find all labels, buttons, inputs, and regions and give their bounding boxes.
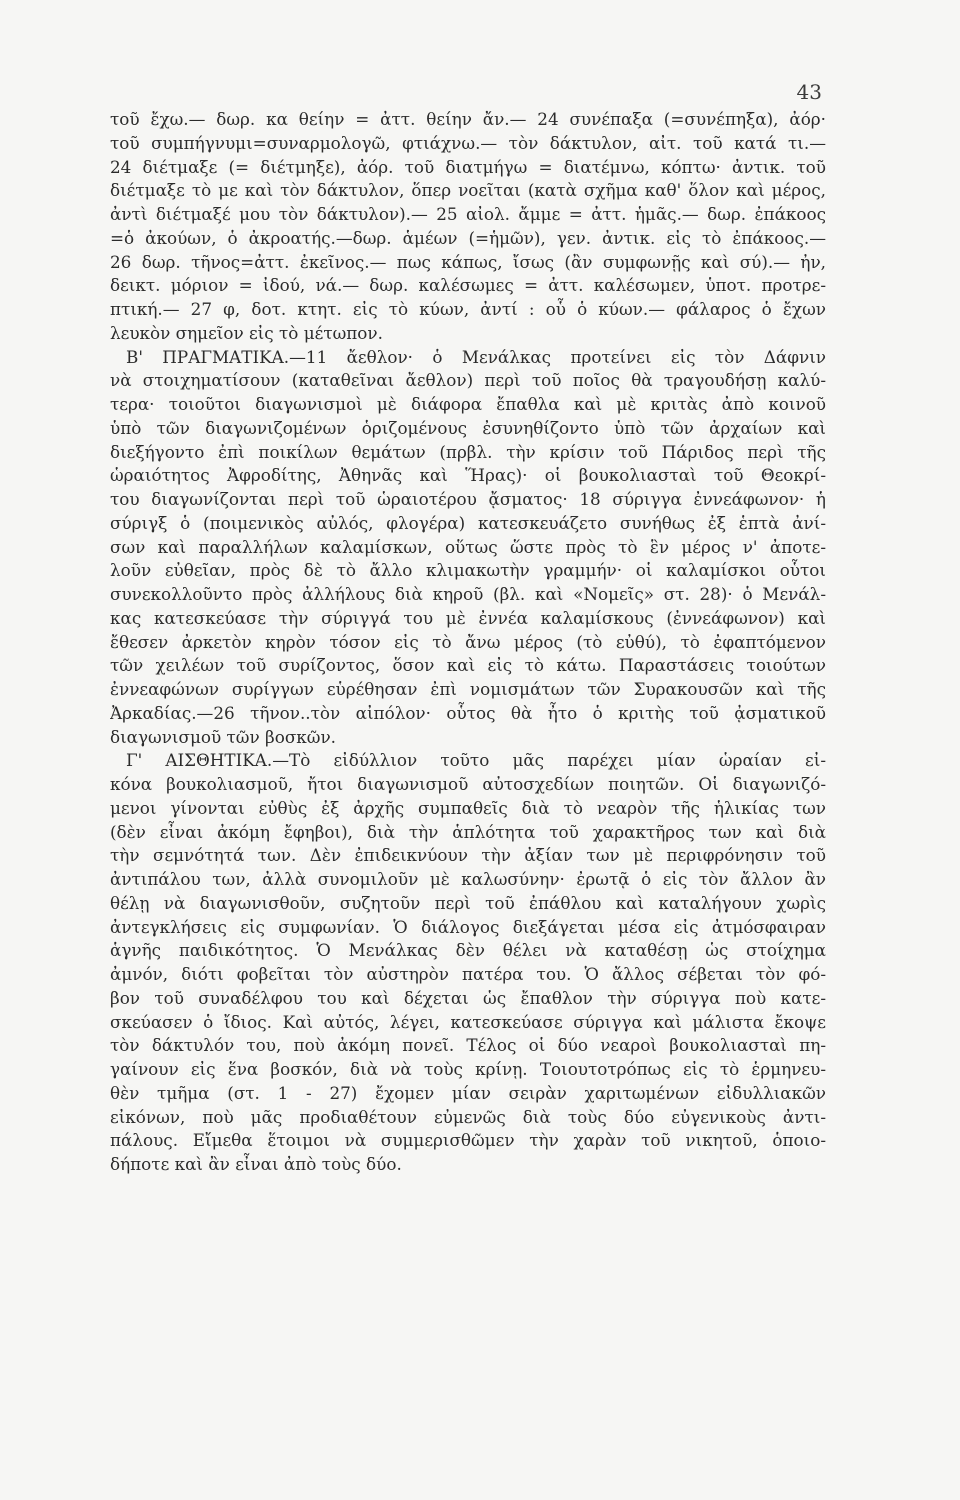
- text-line: γαίνουν εἰς ἕνα βοσκόν, διὰ νὰ τοὺς κρίνῃ. Τοιουτοτρόπως εἰς τὸ ἑρμηνευ-: [110, 1059, 826, 1079]
- text-line: 26 δωρ. τῆνος=ἀττ. ἐκεῖνος.— πως κάπως, ἴσως (ἂν συμφωνῇς καὶ σύ).— ἠν,: [110, 251, 826, 272]
- text-line: τοῦ ἔχω.— δωρ. κα θείην = ἀττ. θείην ἄν.— 24 συνέπαξα (=συνέπηξα), ἀόρ·: [110, 109, 826, 129]
- text-line: δεικτ. μόριον = ἰδού, νά.— δωρ. καλέσωμες = ἀττ. καλέσωμεν, ὑποτ. προτρε-: [110, 275, 826, 296]
- text-line: διεξήγοντο ἐπὶ ποικίλων θεμάτων (πρβλ. τὴν κρίσιν τοῦ Πάριδος περὶ τῆς: [110, 441, 826, 462]
- text-line: Ἀρκαδίας.—26 τῆνον..τὸν αἰπόλον· οὗτος θὰ ἦτο ὁ κριτὴς τοῦ ᾀσματικοῦ: [110, 702, 826, 723]
- text-line: συνεκολλοῦντο πρὸς ἀλλήλους διὰ κηροῦ (βλ. καὶ «Νομεῖς» στ. 28)· ὁ Μενάλ-: [110, 584, 826, 604]
- text-line: τὴν σεμνότητά των. Δὲν ἐπιδεικνύουν τὴν ἀξίαν των μὲ περιφρόνησιν τοῦ: [110, 845, 826, 866]
- text-line: κόνα βουκολιασμοῦ, ἤτοι διαγωνισμοῦ αὐτοσχεδίων ποιητῶν. Οἱ διαγωνιζό-: [110, 774, 826, 794]
- text-line: (δὲν εἶναι ἀκόμη ἔφηβοι), διὰ τὴν ἁπλότητα τοῦ χαρακτῆρος των καὶ διὰ: [110, 821, 826, 842]
- text-line: του διαγωνίζονται περὶ τοῦ ὡραιοτέρου ᾄσματος· 18 σύριγγα ἐννεάφωνον· ἡ: [110, 489, 826, 509]
- text-line: 24 διέτμαξε (= διέτμηξε), ἀόρ. τοῦ διατμήγω = διατέμνω, κόπτω· ἀντικ. τοῦ: [110, 156, 826, 177]
- text-line: Β' ΠΡΑΓΜΑΤΙΚΑ.—11 ἄεθλον· ὁ Μενάλκας προτείνει εἰς τὸν Δάφνιν: [126, 346, 826, 367]
- text-line: σύριγξ ὁ (ποιμενικὸς αὐλός, φλογέρα) κατεσκευάζετο συνήθως ἐξ ἑπτὰ ἀνί-: [110, 512, 826, 533]
- text-line: ἀντὶ διέτμαξέ μου τὸν δάκτυλον).— 25 αἰολ. ἄμμε = ἀττ. ἡμᾶς.— δωρ. ἐπάκοος: [110, 204, 826, 224]
- text-line: τὸν δάκτυλόν του, ποὺ ἀκόμη πονεῖ. Τέλος οἱ δύο νεαροὶ βουκολιασταὶ πη-: [110, 1035, 826, 1056]
- text-line: ὑπὸ τῶν διαγωνιζομένων ὁριζομένους ἐσυνηθίζοντο ὑπὸ τῶν ἀρχαίων καὶ: [110, 417, 826, 438]
- text-line: διέτμαξε τὸ με καὶ τὸν δάκτυλον, ὅπερ νοεῖται (κατὰ σχῆμα καθ' ὅλον καὶ μέρος,: [110, 180, 826, 201]
- text-line: τοῦ συμπήγνυμι=συναρμολογῶ, φτιάχνω.— τὸν δάκτυλον, αἰτ. τοῦ κατά τι.—: [110, 132, 826, 153]
- text-line: εἰκόνων, ποὺ μᾶς προδιαθέτουν εὐμενῶς διὰ τοὺς δύο εὐγενικοὺς ἀντι-: [110, 1106, 826, 1127]
- text-line: μενοι γίνονται εὐθὺς ἐξ ἀρχῆς συμπαθεῖς διὰ τὸ νεαρὸν τῆς ἡλικίας των: [110, 797, 826, 818]
- text-line: σκεύασεν ὁ ἴδιος. Καὶ αὐτός, λέγει, κατεσκεύασε σύριγγα καὶ μάλιστα ἔκοψε: [110, 1011, 826, 1032]
- text-line: δήποτε καὶ ἂν εἶναι ἀπὸ τοὺς δύο.: [110, 1154, 402, 1174]
- text-line: ὡραιότητος Ἀφροδίτης, Ἀθηνᾶς καὶ Ἥρας)· οἱ βουκολιασταὶ τοῦ Θεοκρί-: [110, 465, 826, 486]
- text-line: λευκὸν σημεῖον εἰς τὸ μέτωπον.: [110, 322, 383, 343]
- text-line: ἀντεγκλήσεις εἰς συμφωνίαν. Ὁ διάλογος διεξάγεται μέσα εἰς ἀτμόσφαιραν: [110, 916, 826, 937]
- text-line: βον τοῦ συναδέλφου του καὶ δέχεται ὡς ἔπαθλον τὴν σύριγγα ποὺ κατε-: [110, 987, 826, 1008]
- body-text: [110, 108, 826, 1177]
- text-line: πάλους. Εἴμεθα ἕτοιμοι νὰ συμμερισθῶμεν τὴν χαρὰν τοῦ νικητοῦ, ὁποιο-: [110, 1130, 826, 1151]
- text-line: Γ' ΑΙΣΘΗΤΙΚΑ.—Τὸ εἰδύλλιον τοῦτο μᾶς παρέχει μίαν ὡραίαν εἰ-: [126, 750, 826, 771]
- text-line: κας κατεσκεύασε τὴν σύριγγά του μὲ ἐννέα καλαμίσκους (ἐννεάφωνον) καὶ: [110, 607, 826, 628]
- text-line: τῶν χειλέων τοῦ συρίζοντος, ὅσον καὶ εἰς τὸ κάτω. Παραστάσεις τοιούτων: [110, 655, 826, 676]
- text-line: πτική.— 27 φ, δοτ. κτητ. εἰς τὸ κύων, ἀντί : οὗ ὁ κύων.— φάλαρος ὁ ἔχων: [110, 299, 826, 319]
- text-line: =ὁ ἀκούων, ὁ ἀκροατής.—δωρ. ἁμέων (=ἡμῶν), γεν. ἀντικ. εἰς τὸ ἐπάκοος.—: [110, 227, 826, 248]
- text-line: ἀμνόν, διότι φοβεῖται τὸν αὐστηρὸν πατέρα του. Ὁ ἄλλος σέβεται τὸν φό-: [110, 964, 826, 984]
- text-line: νὰ στοιχηματίσουν (καταθεῖναι ἄεθλον) περὶ τοῦ ποῖος θὰ τραγουδήσῃ καλύ-: [110, 370, 826, 391]
- text-line: διαγωνισμοῦ τῶν βοσκῶν.: [110, 726, 336, 747]
- page-number: 43: [796, 80, 822, 104]
- text-line: λοῦν εὐθεῖαν, πρὸς δὲ τὸ ἄλλο κλιμακωτὴν γραμμήν· οἱ καλαμίσκοι οὗτοι: [110, 560, 826, 581]
- text-line: σων καὶ παραλλήλων καλαμίσκων, οὕτως ὥστε πρὸς τὸ ἓν μέρος ν' ἀποτε-: [110, 536, 826, 557]
- text-line: ἀντιπάλου των, ἀλλὰ συνομιλοῦν μὲ καλωσύνην· ἐρωτᾷ ὁ εἰς τὸν ἄλλον ἂν: [110, 869, 826, 889]
- text-line: θέλῃ νὰ διαγωνισθοῦν, συζητοῦν περὶ τοῦ ἐπάθλου καὶ καταλήγουν χωρὶς: [110, 892, 826, 913]
- text-line: ἔθεσεν ἀρκετὸν κηρὸν τόσον εἰς τὸ ἄνω μέρος (τὸ εὐθύ), τὸ ἐφαπτόμενον: [110, 631, 826, 652]
- text-line: θὲν τμῆμα (στ. 1 - 27) ἔχομεν μίαν σειρὰν χαριτωμένων εἰδυλλιακῶν: [110, 1082, 826, 1103]
- text-line: ἁγνῆς παιδικότητος. Ὁ Μενάλκας δὲν θέλει νὰ καταθέσῃ ὡς στοίχημα: [110, 940, 826, 961]
- text-line: τερα· τοιοῦτοι διαγωνισμοὶ μὲ διάφορα ἔπαθλα καὶ μὲ κριτὰς ἀπὸ κοινοῦ: [110, 394, 826, 414]
- text-line: ἐννεαφώνων συρίγγων εὑρέθησαν ἐπὶ νομισμάτων τῶν Συρακουσῶν καὶ τῆς: [110, 679, 826, 699]
